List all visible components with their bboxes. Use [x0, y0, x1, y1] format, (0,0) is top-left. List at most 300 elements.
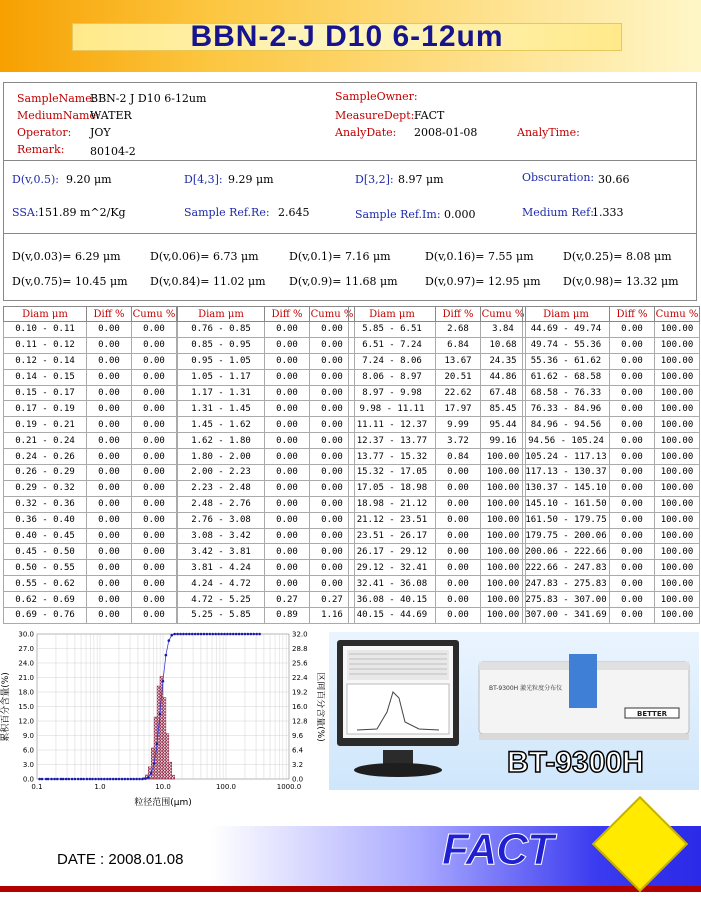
- table-cell: 94.56 - 105.24: [523, 433, 610, 449]
- chart-cumulative-point: [238, 633, 241, 636]
- table-cell: 2.48 - 2.76: [178, 496, 265, 512]
- percentile-value: D(v,0.75)= 10.45 μm: [12, 275, 128, 288]
- table-cell: 0.00: [132, 512, 177, 528]
- table-cell: 0.12 - 0.14: [4, 353, 87, 369]
- table-cell: 0.11 - 0.12: [4, 337, 87, 353]
- table-header-cell: Diam μm: [523, 307, 610, 322]
- table-cell: 0.10 - 0.11: [4, 322, 87, 338]
- chart-left-tick-label: 6.0: [22, 746, 34, 755]
- sample-info-panel: [3, 82, 697, 161]
- table-cell: 0.00: [310, 465, 355, 481]
- table-cell: 0.00: [265, 385, 310, 401]
- table-row: [523, 322, 700, 338]
- table-row: [178, 496, 355, 512]
- title-banner: [72, 20, 622, 53]
- table-cell: 7.24 - 8.06: [349, 353, 436, 369]
- table-cell: 0.00: [610, 512, 655, 528]
- chart-cumulative-point: [74, 778, 77, 781]
- table-row: [178, 480, 355, 496]
- table-cell: 15.32 - 17.05: [349, 465, 436, 481]
- table-cell: 0.00: [310, 401, 355, 417]
- distribution-table: [3, 306, 177, 624]
- chart-cumulative-point: [191, 633, 194, 636]
- table-cell: 0.29 - 0.32: [4, 480, 87, 496]
- table-cell: 0.00: [610, 544, 655, 560]
- table-row: [4, 417, 177, 433]
- table-cell: 32.41 - 36.08: [349, 576, 436, 592]
- chart-cumulative-point: [182, 633, 185, 636]
- sample-owner-label: SampleOwner:: [335, 90, 418, 103]
- table-cell: 13.67: [436, 353, 481, 369]
- table-cell: 5.25 - 5.85: [178, 608, 265, 624]
- table-cell: 0.00: [436, 512, 481, 528]
- table-cell: 0.00: [87, 337, 132, 353]
- medium-name-value: WATER: [90, 109, 132, 122]
- chart-bar: [169, 762, 172, 779]
- table-cell: 0.00: [87, 465, 132, 481]
- table-cell: 0.00: [132, 480, 177, 496]
- chart-cumulative-point: [200, 633, 203, 636]
- table-cell: 0.00: [310, 369, 355, 385]
- report-title: BBN-2-J D10 6-12um: [190, 20, 504, 53]
- table-row: [4, 353, 177, 369]
- chart-cumulative-point: [91, 778, 94, 781]
- table-cell: 0.00: [132, 337, 177, 353]
- table-cell: 0.00: [265, 480, 310, 496]
- table-cell: 0.00: [310, 576, 355, 592]
- table-row: [4, 401, 177, 417]
- table-cell: 95.44: [481, 417, 526, 433]
- table-cell: 6.84: [436, 337, 481, 353]
- table-cell: 0.00: [310, 353, 355, 369]
- table-cell: 61.62 - 68.58: [523, 369, 610, 385]
- chart-cumulative-point: [65, 778, 68, 781]
- table-row: [178, 544, 355, 560]
- table-cell: 0.00: [87, 608, 132, 624]
- chart-cumulative-point: [41, 778, 44, 781]
- table-cell: 100.00: [655, 401, 700, 417]
- table-header-cell: Diam μm: [4, 307, 87, 322]
- statistics-panel: [3, 160, 697, 234]
- table-cell: 0.00: [610, 322, 655, 338]
- table-header-cell: Cumu %: [481, 308, 525, 320]
- table-cell: 4.24 - 4.72: [178, 576, 265, 592]
- fact-logo: FACT: [442, 825, 553, 874]
- table-header-cell: Diff %: [436, 307, 481, 322]
- table-cell: 0.00: [265, 560, 310, 576]
- chart-cumulative-point: [217, 633, 220, 636]
- chart-cumulative-point: [255, 633, 258, 636]
- table-cell: 200.06 - 222.66: [523, 544, 610, 560]
- table-row: [523, 480, 700, 496]
- table-row: [178, 449, 355, 465]
- table-row: [349, 512, 526, 528]
- table-cell: 0.00: [132, 369, 177, 385]
- table-cell: 100.00: [481, 465, 526, 481]
- table-row: [349, 322, 526, 338]
- table-header-cell: Cumu %: [132, 308, 176, 320]
- table-row: [4, 385, 177, 401]
- table-header-cell: Cumu %: [310, 308, 354, 320]
- table-row: [178, 433, 355, 449]
- table-row: [178, 592, 355, 608]
- table-cell: 0.00: [132, 465, 177, 481]
- chart-cumulative-point: [103, 778, 106, 781]
- chart-left-tick-label: 30.0: [18, 630, 34, 639]
- distribution-chart: [0, 625, 325, 810]
- report-header: [0, 0, 701, 72]
- sample-ref-re-value: 2.645: [278, 206, 310, 219]
- table-cell: 0.27: [310, 592, 355, 608]
- table-cell: 1.31 - 1.45: [178, 401, 265, 417]
- table-cell: 0.00: [132, 496, 177, 512]
- sample-name-label: SampleName:: [17, 92, 96, 105]
- chart-cumulative-point: [106, 778, 109, 781]
- table-row: [523, 465, 700, 481]
- table-cell: 247.83 - 275.83: [523, 576, 610, 592]
- chart-cumulative-point: [109, 778, 112, 781]
- table-cell: 100.00: [481, 576, 526, 592]
- table-cell: 10.68: [481, 337, 526, 353]
- chart-cumulative-point: [197, 633, 200, 636]
- operator-label: Operator:: [17, 126, 72, 139]
- chart-right-tick-label: 25.6: [292, 659, 308, 668]
- table-row: [178, 322, 355, 338]
- table-cell: 0.00: [87, 480, 132, 496]
- percentile-value: D(v,0.1)= 7.16 μm: [289, 250, 391, 263]
- report-date: DATE : 2008.01.08: [57, 851, 184, 868]
- table-row: [178, 401, 355, 417]
- table-row: [4, 337, 177, 353]
- table-cell: 3.81 - 4.24: [178, 560, 265, 576]
- chart-cumulative-point: [162, 680, 165, 683]
- medium-name-label: MediumName:: [17, 109, 100, 122]
- table-cell: 0.14 - 0.15: [4, 369, 87, 385]
- chart-right-tick-label: 0.0: [292, 775, 304, 784]
- table-cell: 4.72 - 5.25: [178, 592, 265, 608]
- table-row: [4, 576, 177, 592]
- table-header-row: [178, 307, 355, 322]
- table-cell: 0.00: [610, 560, 655, 576]
- table-cell: 0.50 - 0.55: [4, 560, 87, 576]
- table-cell: 17.97: [436, 401, 481, 417]
- table-cell: 0.26 - 0.29: [4, 465, 87, 481]
- table-row: [4, 608, 177, 624]
- table-cell: 0.00: [310, 417, 355, 433]
- distribution-table: [348, 306, 526, 624]
- table-cell: 0.00: [265, 433, 310, 449]
- table-cell: 2.68: [436, 322, 481, 338]
- table-cell: 275.83 - 307.00: [523, 592, 610, 608]
- table-row: [523, 385, 700, 401]
- table-cell: 100.00: [655, 433, 700, 449]
- instrument-model-label: BT-9300H: [507, 746, 644, 779]
- table-row: [349, 544, 526, 560]
- chart-cumulative-point: [258, 633, 261, 636]
- table-row: [178, 353, 355, 369]
- chart-cumulative-point: [115, 778, 118, 781]
- table-cell: 1.62 - 1.80: [178, 433, 265, 449]
- table-cell: 0.00: [265, 369, 310, 385]
- table-cell: 0.00: [87, 449, 132, 465]
- chart-cumulative-point: [247, 633, 250, 636]
- table-cell: 68.58 - 76.33: [523, 385, 610, 401]
- table-cell: 0.00: [436, 592, 481, 608]
- chart-cumulative-point: [185, 633, 188, 636]
- table-cell: 0.00: [87, 496, 132, 512]
- table-cell: 0.00: [436, 608, 481, 624]
- table-cell: 105.24 - 117.13: [523, 449, 610, 465]
- percentile-value: D(v,0.9)= 11.68 μm: [289, 275, 398, 288]
- table-header-row: [4, 307, 177, 322]
- table-cell: 5.85 - 6.51: [349, 322, 436, 338]
- table-cell: 0.00: [610, 592, 655, 608]
- table-cell: 0.00: [265, 322, 310, 338]
- table-cell: 85.45: [481, 401, 526, 417]
- table-cell: 307.00 - 341.69: [523, 608, 610, 624]
- table-row: [178, 560, 355, 576]
- chart-cumulative-point: [226, 633, 229, 636]
- table-cell: 0.00: [265, 512, 310, 528]
- chart-x-tick-label: 1000.0: [276, 783, 302, 791]
- chart-cumulative-point: [47, 778, 50, 781]
- svg-text:BT-9300H 激光粒度分布仪: BT-9300H 激光粒度分布仪: [489, 685, 563, 692]
- chart-x-tick-label: 0.1: [31, 783, 43, 791]
- table-row: [4, 449, 177, 465]
- table-cell: 0.32 - 0.36: [4, 496, 87, 512]
- table-cell: 100.00: [481, 592, 526, 608]
- table-row: [4, 496, 177, 512]
- obscuration-value: 30.66: [598, 173, 630, 186]
- table-cell: 161.50 - 179.75: [523, 512, 610, 528]
- distribution-table: [177, 306, 355, 624]
- instrument-photo: [329, 632, 699, 790]
- table-cell: 1.16: [310, 608, 355, 624]
- table-row: [178, 385, 355, 401]
- table-cell: 0.00: [87, 544, 132, 560]
- table-cell: 2.76 - 3.08: [178, 512, 265, 528]
- table-cell: 36.08 - 40.15: [349, 592, 436, 608]
- table-cell: 0.00: [436, 560, 481, 576]
- table-row: [4, 528, 177, 544]
- chart-cumulative-point: [211, 633, 214, 636]
- table-cell: 100.00: [655, 322, 700, 338]
- table-cell: 100.00: [655, 560, 700, 576]
- table-cell: 2.23 - 2.48: [178, 480, 265, 496]
- remark-value: 80104-2: [90, 145, 136, 158]
- table-cell: 0.00: [87, 560, 132, 576]
- table-row: [178, 369, 355, 385]
- chart-cumulative-point: [53, 778, 56, 781]
- table-cell: 0.27: [265, 592, 310, 608]
- table-cell: 0.89: [265, 608, 310, 624]
- chart-bar: [166, 734, 169, 779]
- table-cell: 130.37 - 145.10: [523, 480, 610, 496]
- table-row: [349, 369, 526, 385]
- table-cell: 26.17 - 29.12: [349, 544, 436, 560]
- table-cell: 76.33 - 84.96: [523, 401, 610, 417]
- table-row: [4, 592, 177, 608]
- analy-time-label: AnalyTime:: [517, 126, 580, 139]
- table-cell: 0.00: [610, 337, 655, 353]
- chart-right-tick-label: 28.8: [292, 645, 308, 653]
- chart-cumulative-point: [165, 654, 168, 657]
- table-cell: 18.98 - 21.12: [349, 496, 436, 512]
- table-cell: 0.62 - 0.69: [4, 592, 87, 608]
- table-cell: 6.51 - 7.24: [349, 337, 436, 353]
- table-cell: 0.00: [310, 385, 355, 401]
- chart-cumulative-point: [132, 778, 135, 781]
- medium-ref-label: Medium Ref:: [522, 206, 594, 219]
- chart-cumulative-point: [252, 633, 255, 636]
- table-row: [4, 544, 177, 560]
- chart-bar: [160, 677, 163, 779]
- table-cell: 1.45 - 1.62: [178, 417, 265, 433]
- table-cell: 0.00: [310, 480, 355, 496]
- table-cell: 100.00: [481, 480, 526, 496]
- table-cell: 0.00: [87, 528, 132, 544]
- footer-rule: [0, 886, 701, 892]
- table-cell: 100.00: [481, 608, 526, 624]
- chart-cumulative-point: [188, 633, 191, 636]
- ssa-label: SSA:: [12, 206, 39, 219]
- table-row: [4, 322, 177, 338]
- chart-cumulative-point: [173, 633, 176, 636]
- table-cell: 44.86: [481, 369, 526, 385]
- chart-cumulative-point: [56, 778, 59, 781]
- table-cell: 0.00: [610, 353, 655, 369]
- table-cell: 1.05 - 1.17: [178, 369, 265, 385]
- table-cell: 23.51 - 26.17: [349, 528, 436, 544]
- table-cell: 0.00: [87, 353, 132, 369]
- table-cell: 0.24 - 0.26: [4, 449, 87, 465]
- chart-cumulative-point: [94, 778, 97, 781]
- sample-name-value: BBN-2 J D10 6-12um: [90, 92, 207, 105]
- table-cell: 100.00: [481, 496, 526, 512]
- analy-date-value: 2008-01-08: [414, 126, 478, 139]
- table-cell: 100.00: [655, 512, 700, 528]
- table-row: [523, 337, 700, 353]
- chart-right-tick-label: 16.0: [292, 703, 308, 711]
- table-cell: 0.00: [610, 528, 655, 544]
- table-cell: 100.00: [655, 337, 700, 353]
- table-row: [523, 544, 700, 560]
- table-row: [178, 528, 355, 544]
- table-cell: 100.00: [481, 512, 526, 528]
- table-cell: 0.00: [87, 576, 132, 592]
- table-cell: 0.00: [87, 385, 132, 401]
- table-cell: 0.00: [610, 496, 655, 512]
- chart-bar: [163, 698, 166, 779]
- distribution-table: [522, 306, 700, 624]
- table-cell: 100.00: [655, 417, 700, 433]
- chart-cumulative-point: [71, 778, 74, 781]
- table-cell: 0.00: [132, 433, 177, 449]
- table-cell: 3.42 - 3.81: [178, 544, 265, 560]
- chart-cumulative-point: [156, 742, 159, 745]
- table-row: [178, 576, 355, 592]
- table-cell: 100.00: [655, 385, 700, 401]
- table-row: [349, 576, 526, 592]
- chart-cumulative-point: [68, 778, 71, 781]
- table-header-row: [523, 307, 700, 322]
- percentile-value: D(v,0.16)= 7.55 μm: [425, 250, 534, 263]
- chart-cumulative-point: [62, 778, 65, 781]
- chart-right-tick-label: 32.0: [292, 630, 308, 639]
- table-cell: 17.05 - 18.98: [349, 480, 436, 496]
- table-row: [4, 433, 177, 449]
- chart-left-axis-label: 累积百分含量(%): [1, 672, 11, 742]
- chart-cumulative-point: [80, 778, 83, 781]
- table-header-cell: Diam μm: [349, 307, 436, 322]
- table-cell: 0.95 - 1.05: [178, 353, 265, 369]
- table-row: [349, 592, 526, 608]
- chart-cumulative-point: [150, 772, 153, 775]
- table-cell: 0.00: [132, 528, 177, 544]
- table-cell: 8.06 - 8.97: [349, 369, 436, 385]
- chart-left-tick-label: 21.0: [18, 674, 34, 682]
- table-row: [178, 465, 355, 481]
- chart-cumulative-point: [244, 633, 247, 636]
- table-cell: 0.00: [436, 480, 481, 496]
- table-row: [349, 353, 526, 369]
- table-cell: 99.16: [481, 433, 526, 449]
- obscuration-label: Obscuration:: [522, 171, 595, 184]
- chart-left-tick-label: 9.0: [22, 732, 34, 740]
- chart-cumulative-point: [220, 633, 223, 636]
- table-header-cell: Diff %: [265, 307, 310, 322]
- d32-label: D[3,2]:: [355, 173, 394, 186]
- table-row: [523, 608, 700, 624]
- table-row: [4, 480, 177, 496]
- table-row: [4, 369, 177, 385]
- table-cell: 0.00: [132, 417, 177, 433]
- table-cell: 0.36 - 0.40: [4, 512, 87, 528]
- table-cell: 0.00: [436, 496, 481, 512]
- table-cell: 0.00: [436, 544, 481, 560]
- table-row: [349, 608, 526, 624]
- table-cell: 0.00: [132, 544, 177, 560]
- table-cell: 0.00: [87, 417, 132, 433]
- table-row: [349, 337, 526, 353]
- table-row: [523, 401, 700, 417]
- chart-cumulative-point: [138, 778, 141, 781]
- chart-left-tick-label: 24.0: [18, 659, 34, 668]
- chart-right-tick-label: 22.4: [292, 674, 308, 682]
- table-cell: 0.00: [310, 528, 355, 544]
- table-cell: 100.00: [655, 465, 700, 481]
- table-row: [349, 385, 526, 401]
- table-cell: 0.00: [610, 401, 655, 417]
- table-row: [178, 608, 355, 624]
- chart-cumulative-point: [144, 777, 147, 780]
- table-row: [178, 512, 355, 528]
- chart-cumulative-point: [159, 713, 162, 716]
- table-cell: 0.00: [265, 576, 310, 592]
- d32-value: 8.97 μm: [398, 173, 444, 186]
- chart-x-tick-label: 10.0: [155, 783, 171, 791]
- table-cell: 3.72: [436, 433, 481, 449]
- chart-cumulative-point: [209, 633, 212, 636]
- chart-cumulative-point: [124, 778, 127, 781]
- table-cell: 0.00: [265, 337, 310, 353]
- table-cell: 0.00: [610, 385, 655, 401]
- table-cell: 0.00: [132, 322, 177, 338]
- table-row: [523, 560, 700, 576]
- table-cell: 0.00: [87, 401, 132, 417]
- table-cell: 0.00: [265, 401, 310, 417]
- table-cell: 0.00: [610, 608, 655, 624]
